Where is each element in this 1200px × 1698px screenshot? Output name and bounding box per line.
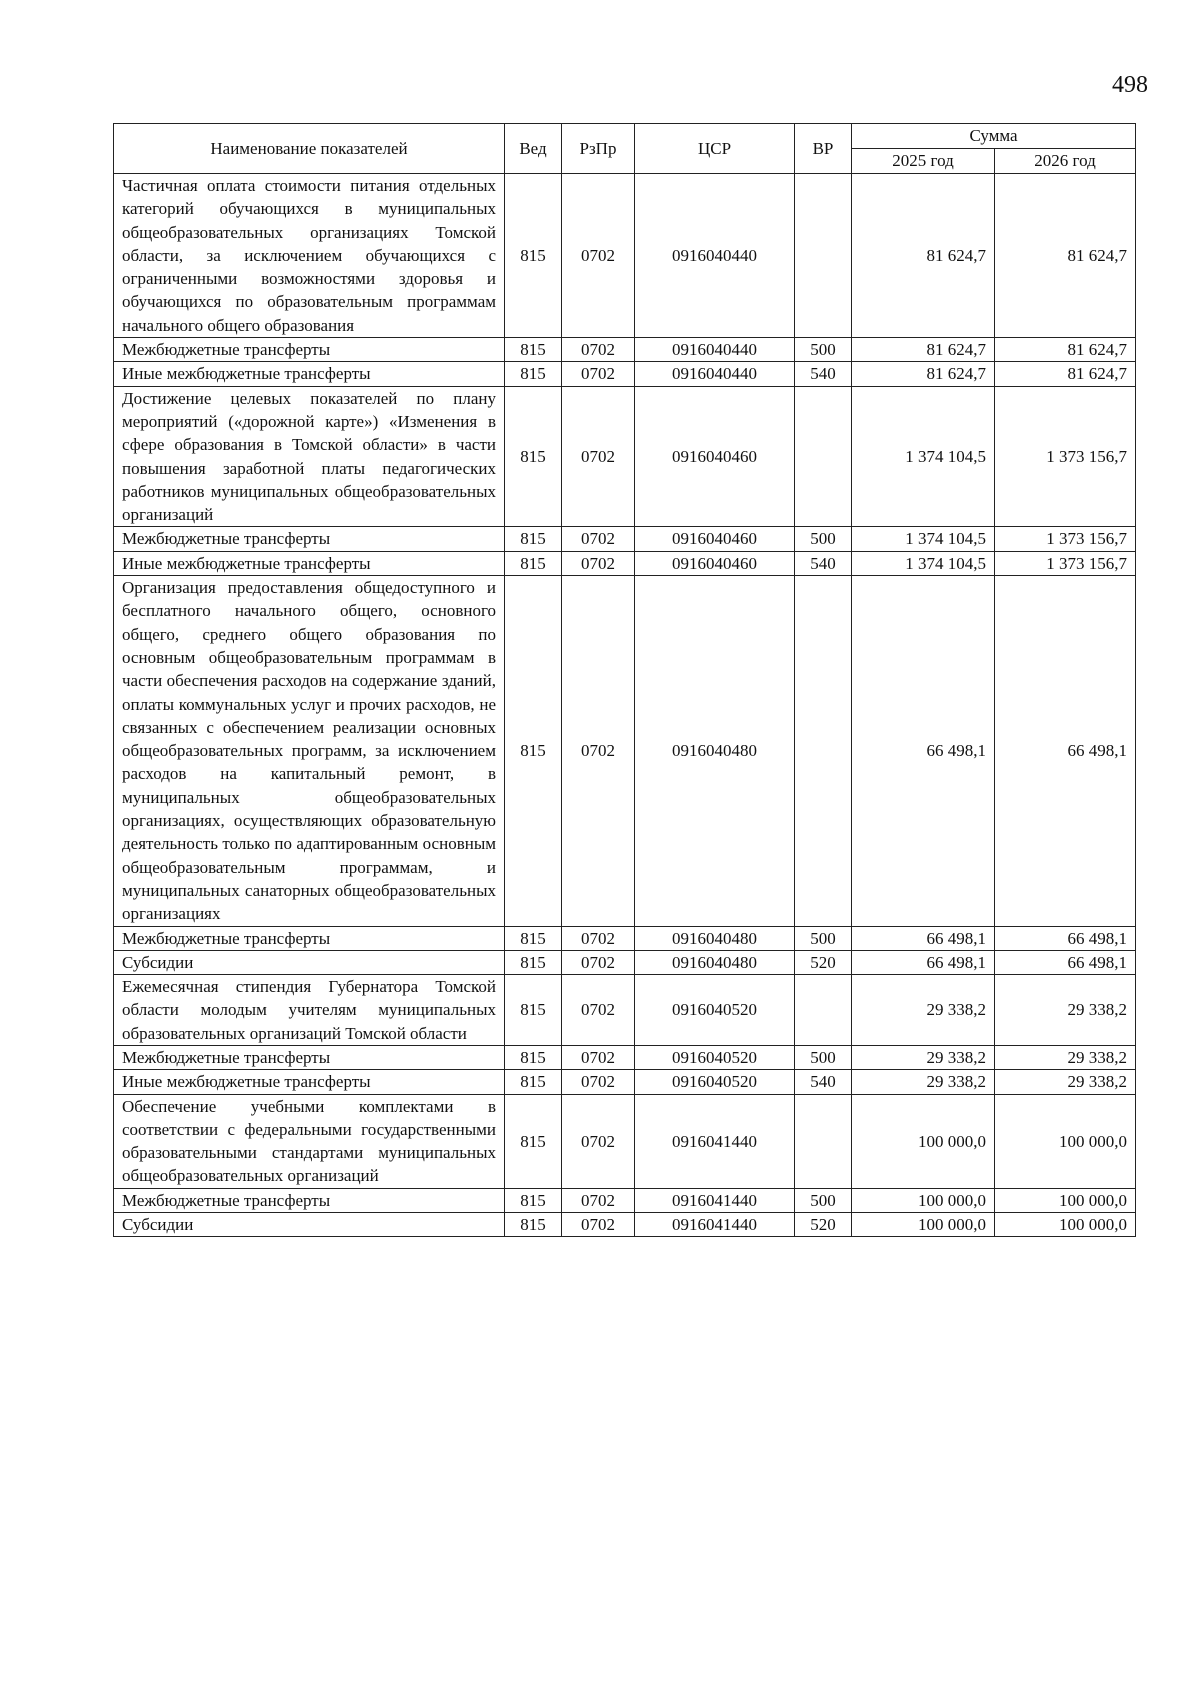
- cell-2025: 100 000,0: [852, 1188, 995, 1212]
- cell-ved: 815: [505, 362, 562, 386]
- header-csr: ЦСР: [635, 124, 795, 174]
- cell-rzpr: 0702: [562, 1045, 635, 1069]
- table-row: [114, 551, 1136, 575]
- cell-vr: 500: [795, 926, 852, 950]
- cell-2025: 81 624,7: [852, 174, 995, 338]
- cell-2025: 1 374 104,5: [852, 527, 995, 551]
- cell-name: Иные межбюджетные трансферты: [114, 362, 505, 386]
- cell-2026: 29 338,2: [995, 1045, 1136, 1069]
- cell-csr: 0916041440: [635, 1213, 795, 1237]
- cell-2025: 29 338,2: [852, 1070, 995, 1094]
- table-row: [114, 1188, 1136, 1212]
- cell-vr: 520: [795, 950, 852, 974]
- budget-table: [113, 123, 1136, 1237]
- cell-vr: 500: [795, 338, 852, 362]
- cell-csr: 0916040440: [635, 174, 795, 338]
- table-row: [114, 386, 1136, 527]
- cell-vr: [795, 174, 852, 338]
- cell-ved: 815: [505, 950, 562, 974]
- table-row: [114, 1070, 1136, 1094]
- cell-csr: 0916040440: [635, 362, 795, 386]
- cell-ved: 815: [505, 1188, 562, 1212]
- cell-2025: 29 338,2: [852, 975, 995, 1046]
- cell-rzpr: 0702: [562, 1070, 635, 1094]
- cell-csr: 0916040440: [635, 338, 795, 362]
- cell-ved: 815: [505, 551, 562, 575]
- cell-name: Иные межбюджетные трансферты: [114, 551, 505, 575]
- table-row: [114, 950, 1136, 974]
- cell-2025: 100 000,0: [852, 1094, 995, 1188]
- cell-ved: 815: [505, 527, 562, 551]
- cell-rzpr: 0702: [562, 1188, 635, 1212]
- cell-vr: [795, 386, 852, 527]
- header-vr: ВР: [795, 124, 852, 174]
- cell-rzpr: 0702: [562, 576, 635, 926]
- cell-2025: 100 000,0: [852, 1213, 995, 1237]
- cell-csr: 0916040460: [635, 527, 795, 551]
- cell-name: Межбюджетные трансферты: [114, 1045, 505, 1069]
- table-row: [114, 1094, 1136, 1188]
- cell-2026: 29 338,2: [995, 1070, 1136, 1094]
- cell-2026: 66 498,1: [995, 950, 1136, 974]
- header-rzpr: РзПр: [562, 124, 635, 174]
- cell-csr: 0916040480: [635, 926, 795, 950]
- table-row: [114, 338, 1136, 362]
- cell-vr: 500: [795, 527, 852, 551]
- cell-name: Иные межбюджетные трансферты: [114, 1070, 505, 1094]
- header-ved: Вед: [505, 124, 562, 174]
- cell-2025: 29 338,2: [852, 1045, 995, 1069]
- table-row: [114, 576, 1136, 926]
- cell-vr: 520: [795, 1213, 852, 1237]
- cell-name: Ежемесячная стипендия Губернатора Томской области молодым учителям муниципальных образовательных организаций Томской области: [114, 975, 505, 1046]
- cell-vr: [795, 975, 852, 1046]
- cell-name: Достижение целевых показателей по плану мероприятий («дорожной карте») «Изменения в сфере образования в Томской области» в части повышения заработной платы педагогических работников муниципальных общеобразовательных организаций: [114, 386, 505, 527]
- table-body: [114, 174, 1136, 1237]
- cell-2026: 1 373 156,7: [995, 527, 1136, 551]
- table-row: [114, 1045, 1136, 1069]
- cell-rzpr: 0702: [562, 174, 635, 338]
- table-row: [114, 362, 1136, 386]
- cell-csr: 0916041440: [635, 1094, 795, 1188]
- cell-csr: 0916040520: [635, 975, 795, 1046]
- cell-2026: 81 624,7: [995, 362, 1136, 386]
- header-2026: 2026 год: [995, 149, 1136, 174]
- header-sum: Сумма: [852, 124, 1136, 149]
- cell-2025: 81 624,7: [852, 362, 995, 386]
- cell-ved: 815: [505, 386, 562, 527]
- cell-ved: 815: [505, 926, 562, 950]
- cell-vr: 540: [795, 362, 852, 386]
- cell-ved: 815: [505, 174, 562, 338]
- cell-2025: 1 374 104,5: [852, 386, 995, 527]
- cell-csr: 0916040460: [635, 386, 795, 527]
- cell-ved: 815: [505, 1045, 562, 1069]
- table-row: [114, 174, 1136, 338]
- cell-vr: [795, 576, 852, 926]
- cell-csr: 0916040520: [635, 1045, 795, 1069]
- cell-2026: 1 373 156,7: [995, 386, 1136, 527]
- cell-name: Частичная оплата стоимости питания отдельных категорий обучающихся в муниципальных общеобразовательных организациях Томской области, за исключением обучающихся с ограниченными возможностями здоровья и обучающихся по образовательным программам начального общего образования: [114, 174, 505, 338]
- cell-rzpr: 0702: [562, 551, 635, 575]
- header-name: Наименование показателей: [114, 124, 505, 174]
- cell-2026: 1 373 156,7: [995, 551, 1136, 575]
- cell-vr: 500: [795, 1188, 852, 1212]
- cell-ved: 815: [505, 338, 562, 362]
- cell-ved: 815: [505, 576, 562, 926]
- cell-csr: 0916040520: [635, 1070, 795, 1094]
- header-row: [114, 124, 1136, 149]
- cell-2025: 1 374 104,5: [852, 551, 995, 575]
- cell-rzpr: 0702: [562, 362, 635, 386]
- table-row: [114, 926, 1136, 950]
- cell-csr: 0916041440: [635, 1188, 795, 1212]
- cell-2026: 100 000,0: [995, 1213, 1136, 1237]
- cell-name: Межбюджетные трансферты: [114, 527, 505, 551]
- cell-rzpr: 0702: [562, 338, 635, 362]
- cell-2026: 66 498,1: [995, 926, 1136, 950]
- page-number: 498: [1112, 72, 1148, 98]
- cell-rzpr: 0702: [562, 1213, 635, 1237]
- cell-rzpr: 0702: [562, 975, 635, 1046]
- cell-vr: 500: [795, 1045, 852, 1069]
- table-row: [114, 527, 1136, 551]
- header-2025: 2025 год: [852, 149, 995, 174]
- cell-name: Организация предоставления общедоступного и бесплатного начального общего, основного общего, среднего общего образования по основным общеобразовательным программам в части обеспечения расходов на содержание зданий, оплаты коммунальных услуг и прочих расходов, не связанных с обеспечением реализации основных общеобразовательных программ, за исключением расходов на капитальный ремонт, в муниципальных общеобразовательных организациях, осуществляющих образовательную деятельность только по адаптированным основным общеобразовательным программам, и муниципальных санаторных общеобразовательных организациях: [114, 576, 505, 926]
- cell-rzpr: 0702: [562, 527, 635, 551]
- cell-rzpr: 0702: [562, 1094, 635, 1188]
- cell-ved: 815: [505, 1070, 562, 1094]
- cell-name: Межбюджетные трансферты: [114, 1188, 505, 1212]
- cell-2026: 81 624,7: [995, 174, 1136, 338]
- cell-2026: 66 498,1: [995, 576, 1136, 926]
- cell-2025: 66 498,1: [852, 950, 995, 974]
- cell-rzpr: 0702: [562, 386, 635, 527]
- cell-2025: 66 498,1: [852, 926, 995, 950]
- cell-ved: 815: [505, 1213, 562, 1237]
- cell-csr: 0916040480: [635, 576, 795, 926]
- cell-2026: 100 000,0: [995, 1188, 1136, 1212]
- cell-ved: 815: [505, 1094, 562, 1188]
- cell-vr: 540: [795, 1070, 852, 1094]
- cell-2026: 100 000,0: [995, 1094, 1136, 1188]
- cell-2026: 81 624,7: [995, 338, 1136, 362]
- cell-ved: 815: [505, 975, 562, 1046]
- cell-2026: 29 338,2: [995, 975, 1136, 1046]
- cell-name: Обеспечение учебными комплектами в соответствии с федеральными государственными образовательными стандартами муниципальных общеобразовательных организаций: [114, 1094, 505, 1188]
- cell-name: Межбюджетные трансферты: [114, 926, 505, 950]
- cell-csr: 0916040480: [635, 950, 795, 974]
- cell-vr: 540: [795, 551, 852, 575]
- cell-2025: 81 624,7: [852, 338, 995, 362]
- table-row: [114, 975, 1136, 1046]
- cell-name: Межбюджетные трансферты: [114, 338, 505, 362]
- cell-vr: [795, 1094, 852, 1188]
- table-row: [114, 1213, 1136, 1237]
- cell-2025: 66 498,1: [852, 576, 995, 926]
- cell-csr: 0916040460: [635, 551, 795, 575]
- cell-name: Субсидии: [114, 950, 505, 974]
- cell-rzpr: 0702: [562, 950, 635, 974]
- cell-rzpr: 0702: [562, 926, 635, 950]
- cell-name: Субсидии: [114, 1213, 505, 1237]
